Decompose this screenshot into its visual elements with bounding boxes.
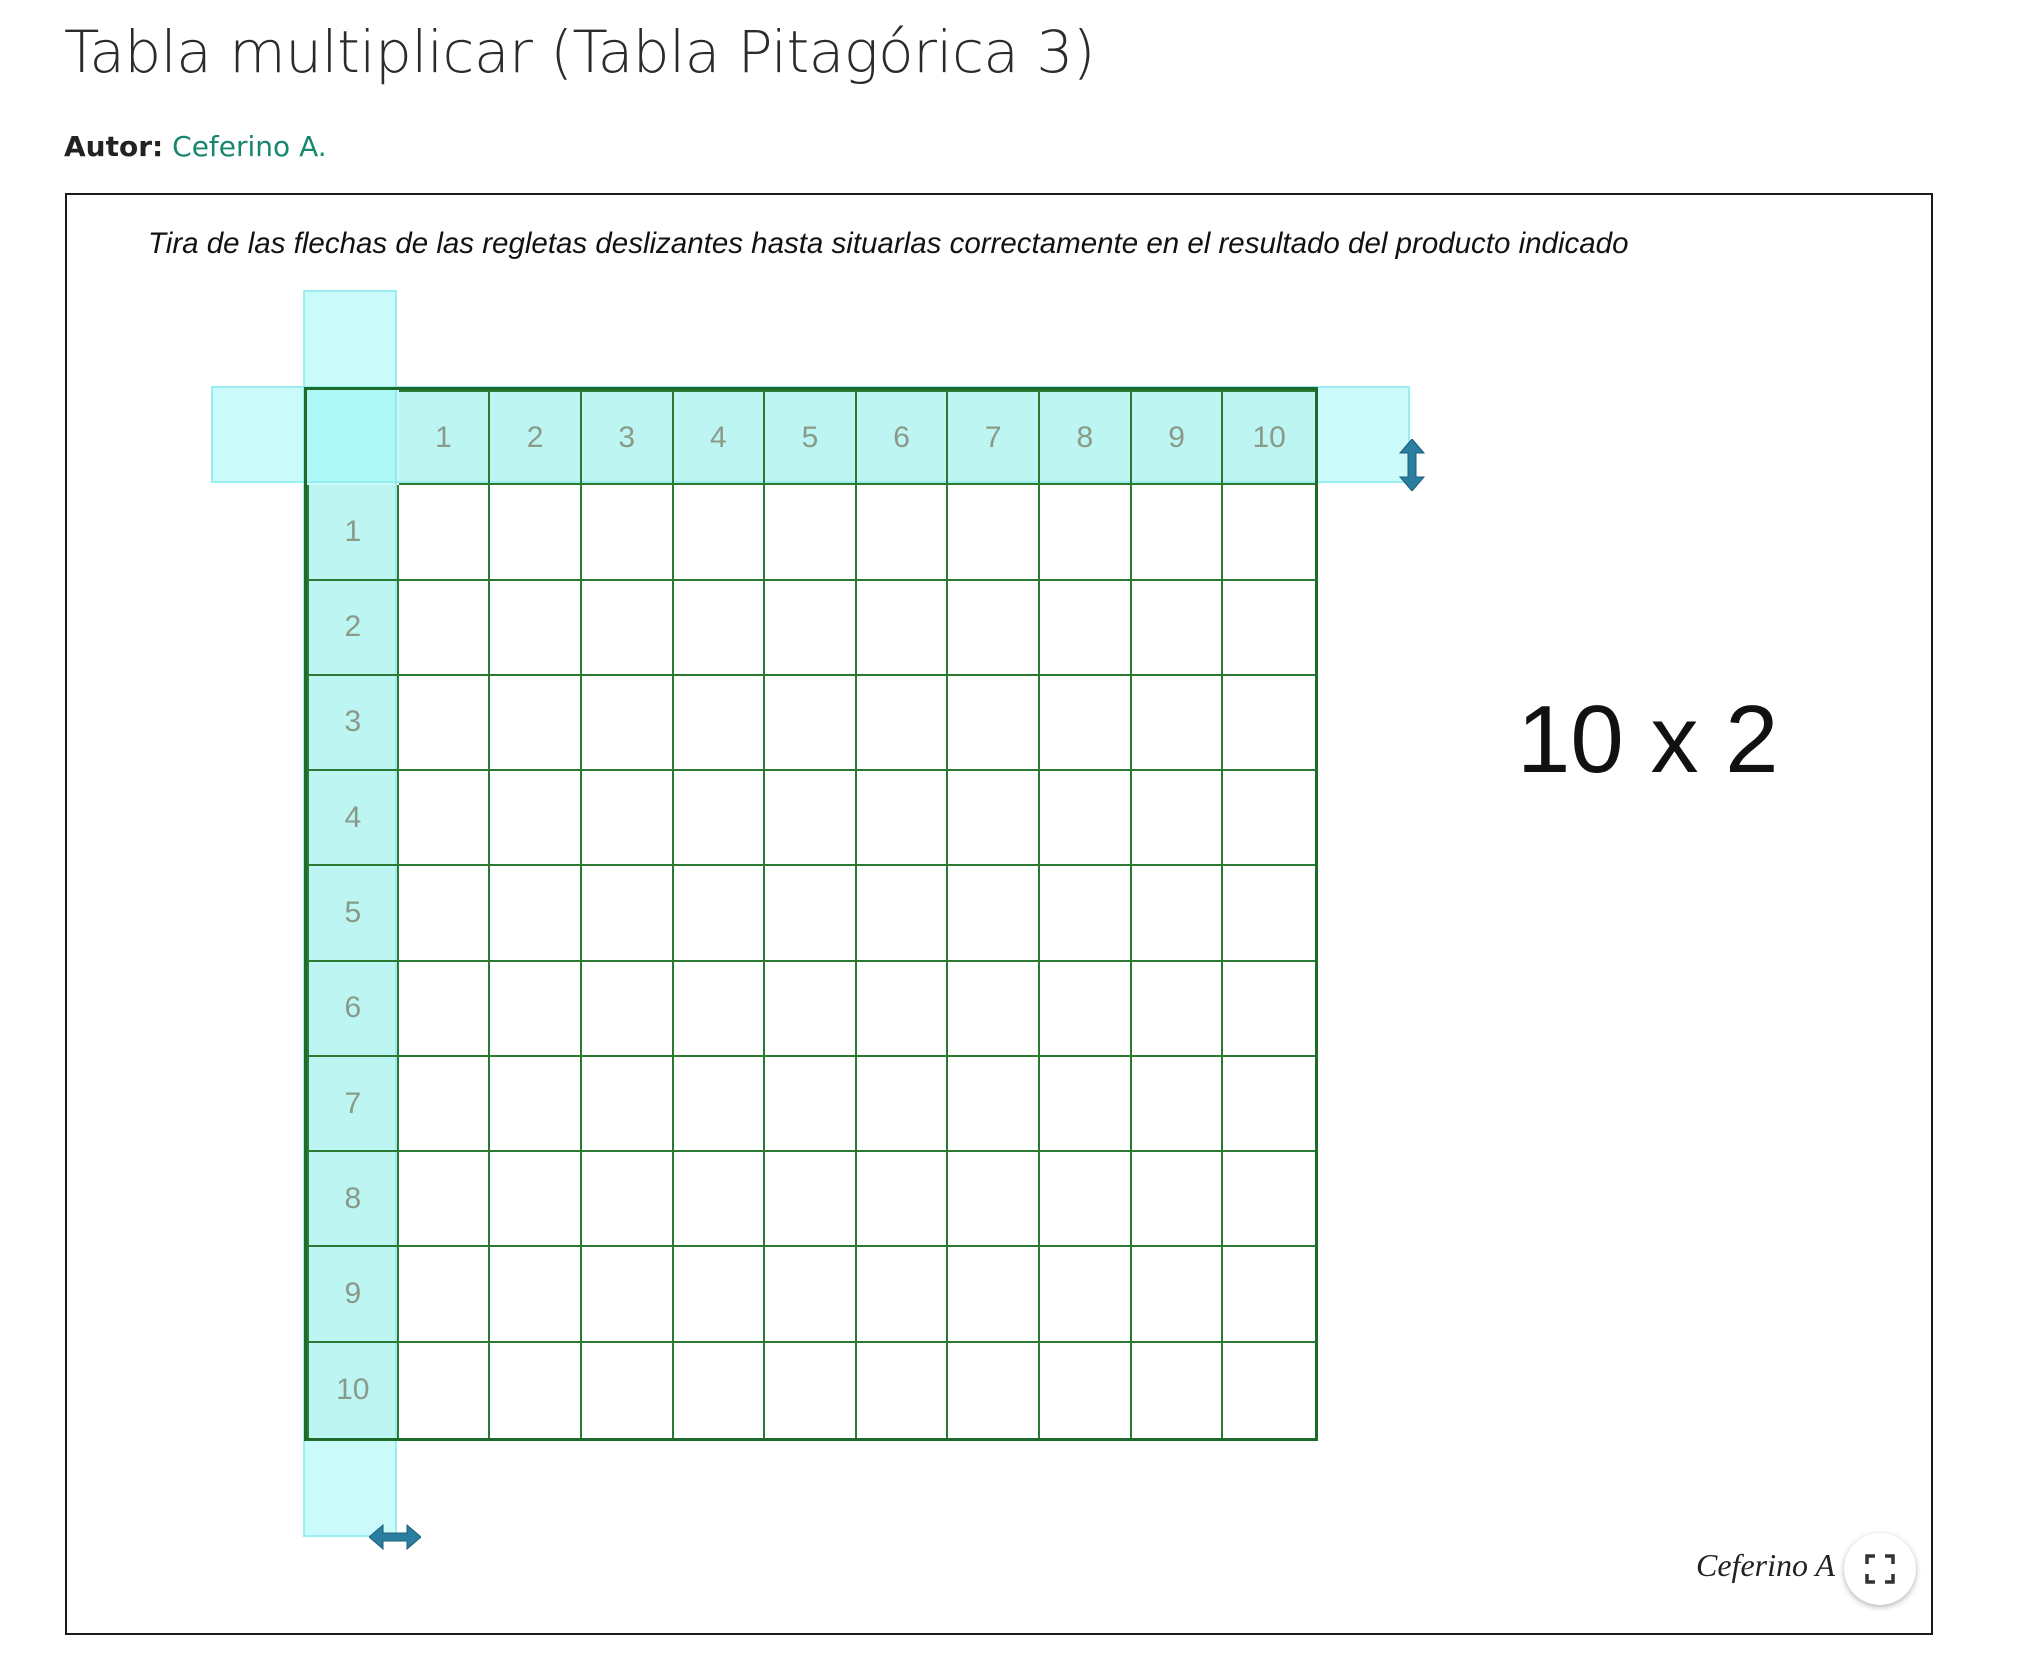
grid-cell[interactable] [399,1057,491,1152]
grid-cell[interactable] [1223,866,1315,961]
fullscreen-icon [1865,1554,1895,1584]
grid-cell[interactable] [1223,962,1315,1057]
grid-cell[interactable] [1040,1152,1132,1247]
grid-cell[interactable] [582,962,674,1057]
grid-cell[interactable] [1040,771,1132,866]
grid-cell[interactable] [490,485,582,580]
grid-cell[interactable] [1040,1343,1132,1438]
grid-cell[interactable] [765,676,857,771]
grid-cell[interactable] [490,771,582,866]
grid-cell[interactable] [490,1247,582,1342]
grid-cell[interactable] [1040,581,1132,676]
grid-cell[interactable] [582,485,674,580]
grid-cell[interactable] [857,962,949,1057]
grid-cell[interactable] [1132,771,1224,866]
grid-cell[interactable] [674,676,766,771]
grid-cell[interactable] [674,485,766,580]
grid-cell[interactable] [948,676,1040,771]
credit-text: Ceferino A [1696,1547,1835,1583]
column-header: 5 [765,390,857,485]
grid-cell[interactable] [1132,962,1224,1057]
grid-cell[interactable] [1223,1057,1315,1152]
column-header: 1 [399,390,491,485]
grid-cell[interactable] [857,771,949,866]
up-down-arrow-icon[interactable] [1398,439,1426,491]
row-header: 7 [307,1057,399,1152]
grid-cell[interactable] [490,1057,582,1152]
grid-cell[interactable] [399,1152,491,1247]
grid-cell[interactable] [399,1247,491,1342]
grid-cell[interactable] [1040,1057,1132,1152]
grid-cell[interactable] [948,1343,1040,1438]
grid-cell[interactable] [399,676,491,771]
left-right-arrow-icon[interactable] [369,1523,421,1551]
grid-cell[interactable] [490,866,582,961]
grid-cell[interactable] [765,962,857,1057]
grid-cell[interactable] [765,1152,857,1247]
column-header: 4 [674,390,766,485]
grid-cell[interactable] [1132,1057,1224,1152]
grid-cell[interactable] [1223,1247,1315,1342]
grid-cell[interactable] [857,1152,949,1247]
row-header: 6 [307,962,399,1057]
grid-cell[interactable] [765,1057,857,1152]
grid-cell[interactable] [765,771,857,866]
fullscreen-button[interactable] [1844,1533,1916,1605]
grid-cell[interactable] [948,1057,1040,1152]
grid-cell[interactable] [490,676,582,771]
grid-cell[interactable] [765,485,857,580]
grid-cell[interactable] [399,771,491,866]
grid-cell[interactable] [857,1247,949,1342]
grid-cell[interactable] [674,866,766,961]
grid-cell[interactable] [1040,866,1132,961]
grid-corner [307,390,399,485]
grid-cell[interactable] [857,581,949,676]
grid-cell[interactable] [1040,962,1132,1057]
grid-cell[interactable] [1040,485,1132,580]
grid-cell[interactable] [1040,676,1132,771]
page-title: Tabla multiplicar (Tabla Pitagórica 3) [64,18,1095,86]
grid-cell[interactable] [399,962,491,1057]
grid-cell[interactable] [1223,485,1315,580]
grid-cell[interactable] [399,866,491,961]
grid-cell[interactable] [948,1152,1040,1247]
grid-cell[interactable] [674,581,766,676]
grid-cell[interactable] [490,1343,582,1438]
column-header: 6 [857,390,949,485]
grid-cell[interactable] [857,485,949,580]
grid-cell[interactable] [674,771,766,866]
grid-cell[interactable] [399,581,491,676]
column-header: 7 [948,390,1040,485]
grid-cell[interactable] [582,1057,674,1152]
grid-cell[interactable] [948,485,1040,580]
grid-cell[interactable] [948,962,1040,1057]
grid-cell[interactable] [857,1057,949,1152]
grid-cell[interactable] [582,771,674,866]
row-header: 9 [307,1247,399,1342]
grid-cell[interactable] [948,771,1040,866]
grid-cell[interactable] [582,866,674,961]
grid-cell[interactable] [1132,1247,1224,1342]
grid-cell[interactable] [399,1343,491,1438]
grid-cell[interactable] [582,1343,674,1438]
grid-cell[interactable] [1223,1343,1315,1438]
row-header: 1 [307,485,399,580]
column-header: 2 [490,390,582,485]
grid-cell[interactable] [1132,1152,1224,1247]
row-header: 2 [307,581,399,676]
grid-cell[interactable] [1223,581,1315,676]
grid-cell[interactable] [948,581,1040,676]
grid-cell[interactable] [1223,676,1315,771]
grid-cell[interactable] [674,1057,766,1152]
product-prompt: 10 x 2 [1517,686,1779,793]
grid-cell[interactable] [674,1343,766,1438]
row-header: 8 [307,1152,399,1247]
grid-cell[interactable] [1132,485,1224,580]
grid-cell[interactable] [582,1247,674,1342]
grid-cell[interactable] [1223,771,1315,866]
grid-cell[interactable] [1132,676,1224,771]
grid-cell[interactable] [948,1247,1040,1342]
author-link[interactable]: Ceferino A. [172,130,327,163]
grid-cell[interactable] [857,866,949,961]
grid-cell[interactable] [582,676,674,771]
grid-cell[interactable] [490,962,582,1057]
grid-cell[interactable] [1223,1152,1315,1247]
grid-cell[interactable] [674,1152,766,1247]
grid-cell[interactable] [1040,1247,1132,1342]
grid-cell[interactable] [490,581,582,676]
author-label: Autor: [64,130,164,163]
column-header: 9 [1132,390,1224,485]
grid-cell[interactable] [765,1247,857,1342]
applet-frame [65,193,1933,1635]
grid-cell[interactable] [399,485,491,580]
grid-cell[interactable] [765,866,857,961]
multiplication-grid [304,387,1318,1441]
grid-cell[interactable] [582,581,674,676]
grid-cell[interactable] [857,1343,949,1438]
row-header: 3 [307,676,399,771]
grid-cell[interactable] [765,1343,857,1438]
grid-cell[interactable] [674,1247,766,1342]
column-header: 3 [582,390,674,485]
grid-cell[interactable] [582,1152,674,1247]
grid-cell[interactable] [948,866,1040,961]
grid-cell[interactable] [1132,866,1224,961]
author-line [64,130,327,163]
row-header: 4 [307,771,399,866]
grid-cell[interactable] [1132,1343,1224,1438]
grid-cell[interactable] [765,581,857,676]
grid-cell[interactable] [1132,581,1224,676]
column-header: 8 [1040,390,1132,485]
row-header: 10 [307,1343,399,1438]
column-header: 10 [1223,390,1315,485]
row-header: 5 [307,866,399,961]
grid-cell[interactable] [490,1152,582,1247]
grid-cell[interactable] [857,676,949,771]
instructions-text: Tira de las flechas de las regletas deslizantes hasta situarlas correctamente en el resultado del producto indicado [148,227,1629,260]
grid-cell[interactable] [674,962,766,1057]
